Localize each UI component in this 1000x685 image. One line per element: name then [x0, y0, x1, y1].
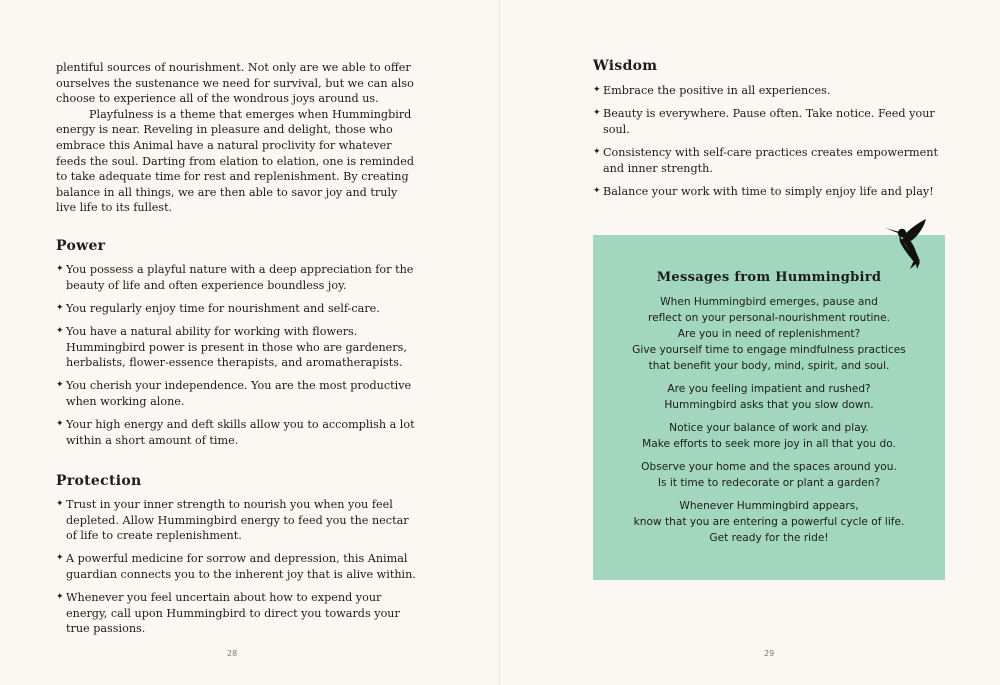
star-bullet-icon: ✦	[56, 302, 64, 313]
page-number-left: 28	[227, 649, 238, 658]
star-bullet-icon: ✦	[593, 185, 601, 196]
list-item: ✦ Embrace the positive in all experiences.	[593, 84, 831, 97]
star-bullet-icon: ✦	[56, 264, 64, 274]
right-page	[500, 0, 1000, 685]
messages-box	[593, 235, 945, 580]
message-paragraph: Observe your home and the spaces around you. Is it time to redecorate or plant a garden?	[641, 461, 897, 489]
message-paragraph: Are you feeling impatient and rushed? Hummingbird asks that you slow down.	[664, 383, 874, 411]
list-item: ✦ A powerful medicine for sorrow and depression, this Animal guardian connects you to the inherent joy that is alive within.	[56, 552, 416, 581]
list-item: ✦ Beauty is everywhere. Pause often. Take notice. Feed your soul.	[593, 107, 935, 136]
protection-list	[56, 497, 416, 645]
power-heading: Power	[56, 238, 106, 254]
star-bullet-icon: ✦	[593, 108, 601, 119]
intro-text	[56, 60, 416, 216]
list-item: ✦ You cherish your independence. You are the most productive when working alone.	[56, 379, 412, 408]
message-paragraph: Whenever Hummingbird appears, know that you are entering a powerful cycle of life. Get ready for the ride!	[633, 500, 905, 544]
messages-body	[593, 294, 945, 553]
message-paragraph: Notice your balance of work and play. Make efforts to seek more joy in all that you do.	[642, 422, 896, 450]
star-bullet-icon: ✦	[56, 325, 64, 336]
star-bullet-icon: ✦	[56, 380, 64, 391]
star-bullet-icon: ✦	[56, 553, 64, 564]
star-bullet-icon: ✦	[56, 592, 64, 603]
hummingbird-icon	[884, 218, 932, 270]
list-item: ✦ Balance your work with time to simply enjoy life and play!	[593, 184, 934, 198]
list-item: ✦ Consistency with self-care practices creates empowerment and inner strength.	[593, 145, 938, 175]
intro-paragraph-2: Playfulness is a theme that emerges when Hummingbird energy is near. Reveling in pleasure and delight, those who embrace this Animal have a natural proclivity for whatever feeds the soul. Darting from elation to elation, one is reminded to take adequate time for rest and replenishment. By creating balance in all things, we are then able to savor joy and truly live life to its fullest.	[56, 107, 414, 215]
list-item: ✦ You possess a playful nature with a deep appreciation for the beauty of life and often experience boundless joy.	[56, 263, 414, 292]
power-list	[56, 262, 416, 456]
intro-paragraph-1: plentiful sources of nourishment. Not only are we able to offer ourselves the sustenance we need for survival, but we can also choose to experience all of the wondrous joys around us.	[56, 61, 414, 106]
list-item: ✦ Your high energy and deft skills allow you to accomplish a lot within a short amount of time.	[56, 418, 415, 447]
messages-heading: Messages from Hummingbird	[656, 270, 882, 285]
list-item: ✦ You have a natural ability for working with flowers. Hummingbird power is present in those who are gardeners, herbalists, flower-essence therapists, and aromatherapists.	[56, 324, 407, 370]
list-item: ✦ Whenever you feel uncertain about how to expend your energy, call upon Hummingbird to direct you towards your true passions.	[56, 591, 400, 636]
star-bullet-icon: ✦	[593, 85, 601, 95]
star-bullet-icon: ✦	[56, 499, 64, 509]
star-bullet-icon: ✦	[593, 146, 601, 157]
protection-heading: Protection	[56, 473, 142, 489]
wisdom-heading: Wisdom	[593, 58, 658, 74]
list-item: ✦ Trust in your inner strength to nourish you when you feel depleted. Allow Hummingbird energy to feed you the nectar of life to create replenishment.	[56, 498, 409, 543]
list-item: ✦ You regularly enjoy time for nourishment and self-care.	[56, 301, 380, 315]
wisdom-list	[593, 83, 953, 207]
message-paragraph: When Hummingbird emerges, pause and reflect on your personal-nourishment routine. Are you in need of replenishment? Give yourself time to engage mindfulness practices that benefit your body, mind, spirit, and soul.	[632, 296, 906, 372]
page-number-right: 29	[764, 649, 775, 658]
star-bullet-icon: ✦	[56, 419, 64, 430]
